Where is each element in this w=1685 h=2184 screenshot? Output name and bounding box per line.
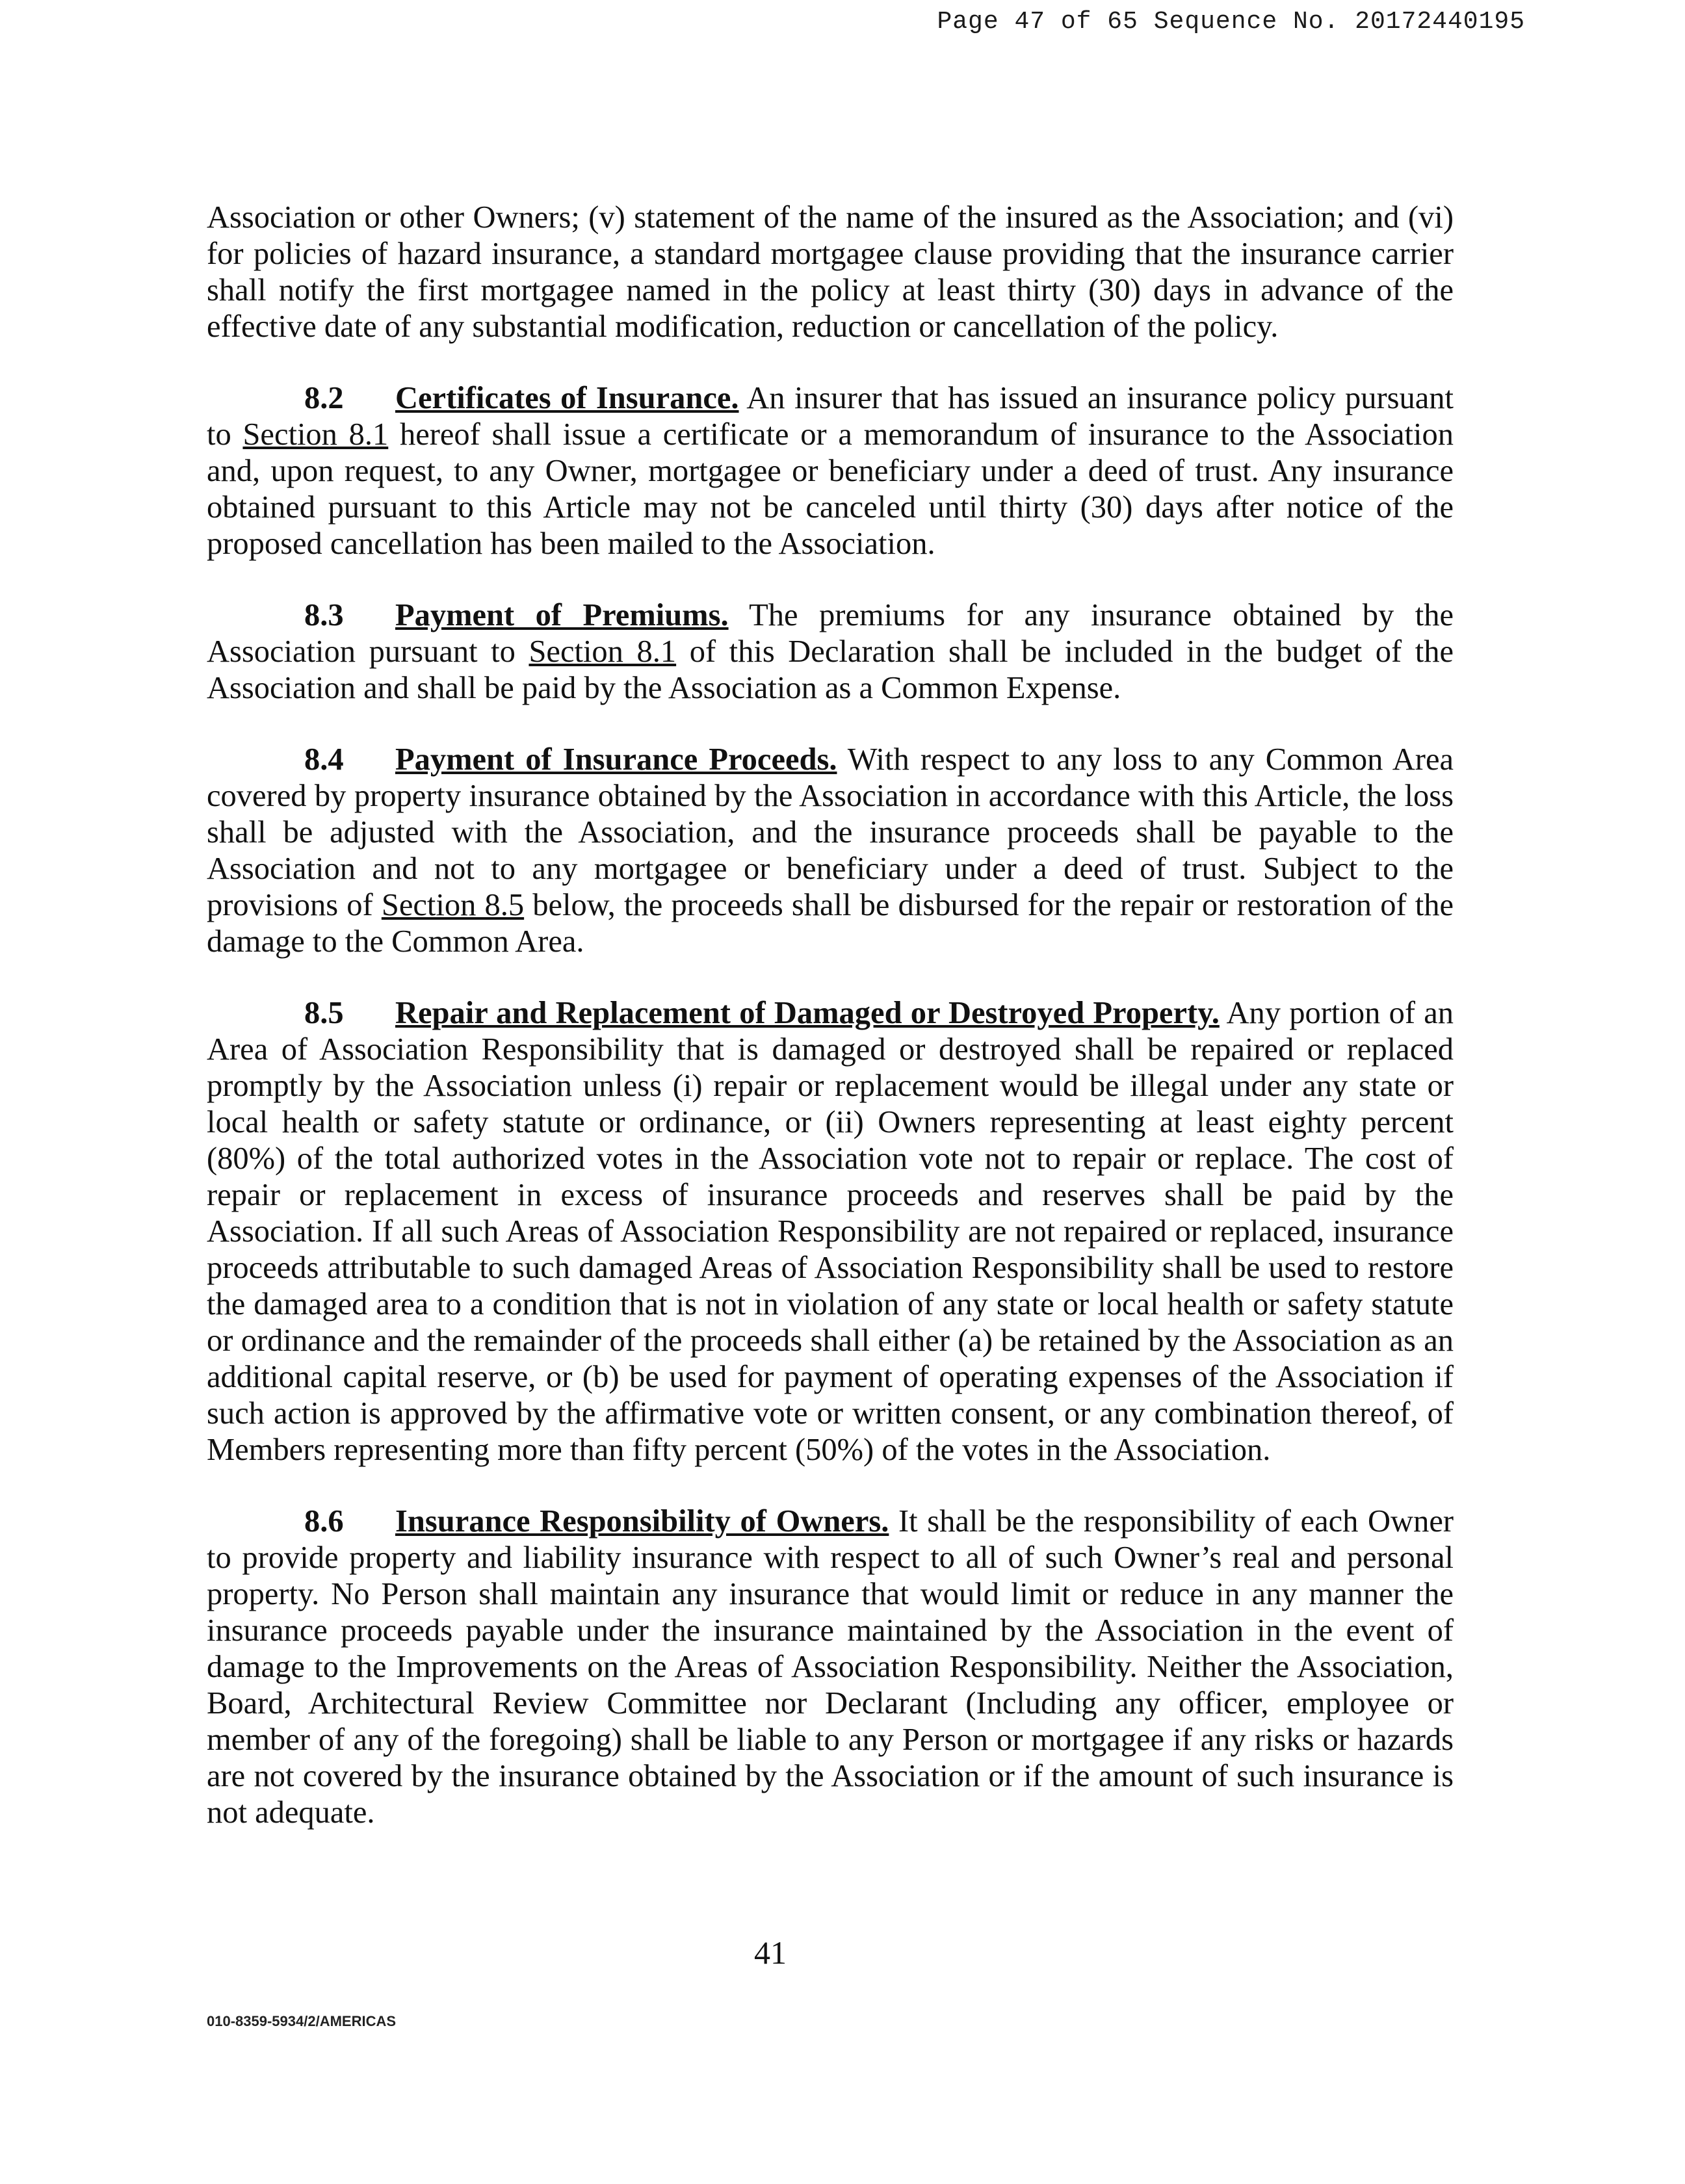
section-reference: Section 8.1 xyxy=(242,417,389,452)
page-number: 41 xyxy=(754,1934,787,1971)
section-text: With respect to any loss to any Common Area covered by property insurance obtained by the Association in accordance with this Article, the loss shall be adjusted with the Association, and the insurance proceeds shall be payable to the Association and not to any mortgagee or beneficiary under a deed of trust. Subject to the provisions of xyxy=(207,742,1454,922)
section-text: It shall be the responsibility of each Owner to provide property and liability insurance with respect to all of such Owner’s real and personal property. No Person shall maintain any insurance that would limit or reduce in any manner the insurance proceeds payable under the insurance maintained by the Association in the event of damage to the Improvements on the Areas of Association Responsibility. Neither the Association, Board, Architectural Review Committee nor Declarant (Including any officer, employee or member of any of the foregoing) shall be liable to any Person or mortgagee if any risks or hazards are not covered by the insurance obtained by the Association or if the amount of such insurance is not adequate. xyxy=(207,1504,1454,1830)
section-title: Insurance Responsibility of Owners. xyxy=(395,1504,889,1539)
section-text: The premiums for any insurance obtained by the Association pursuant to xyxy=(207,598,1454,669)
section-text: of this Declaration shall be included in the budget of the Association and shall be paid by the Association as a Common Expense. xyxy=(207,634,1454,705)
section-8-2 xyxy=(207,380,1454,562)
section-title: Payment of Insurance Proceeds. xyxy=(395,742,837,777)
section-number: 8.3 xyxy=(304,598,344,632)
section-reference: Section 8.5 xyxy=(381,888,525,922)
section-8-3 xyxy=(207,597,1454,707)
section-reference: Section 8.1 xyxy=(529,634,677,669)
section-text: Any portion of an Area of Association Responsibility that is damaged or destroyed shall be repaired or replaced promptly by the Association unless (i) repair or replacement would be illegal under any state or local health or safety statute or ordinance, or (ii) Owners representing at least eighty percent (80%) of the total authorized votes in the Association vote not to repair or replace. The cost of repair or replacement in excess of insurance proceeds and reserves shall be paid by the Association. If all such Areas of Association Responsibility are not repaired or replaced, insurance proceeds attributable to such damaged Areas of Association Responsibility shall be used to restore the damaged area to a condition that is not in violation of any state or local health or safety statute or ordinance and the remainder of the proceeds shall either (a) be retained by the Association as an additional capital reserve, or (b) be used for payment of operating expenses of the Association if such action is approved by the affirmative vote or written consent, or any combination thereof, of Members representing more than fifty percent (50%) of the votes in the Association. xyxy=(207,996,1454,1467)
section-8-5 xyxy=(207,995,1454,1468)
section-text: An insurer that has issued an insurance policy pursuant to xyxy=(207,381,1454,452)
section-number: 8.6 xyxy=(304,1504,344,1539)
section-8-6 xyxy=(207,1503,1454,1831)
section-number: 8.5 xyxy=(304,996,344,1030)
section-text: below, the proceeds shall be disbursed for the repair or restoration of the damage to the Common Area. xyxy=(207,888,1454,959)
intro-paragraph: Association or other Owners; (v) statement of the name of the insured as the Association; and (vi) for policies of hazard insurance, a standard mortgagee clause providing that the insurance carrier shall notify the first mortgagee named in the policy at least thirty (30) days in advance of the effective date of any substantial modification, reduction or cancellation of the policy. xyxy=(207,200,1454,344)
section-title: Payment of Premiums. xyxy=(395,598,729,632)
section-number: 8.2 xyxy=(304,381,344,415)
document-id: 010-8359-5934/2/AMERICAS xyxy=(207,2013,397,2029)
section-title: Certificates of Insurance. xyxy=(395,381,739,415)
section-title: Repair and Replacement of Damaged or Destroyed Property. xyxy=(395,996,1220,1030)
document-body xyxy=(207,200,1454,1866)
section-number: 8.4 xyxy=(304,742,344,777)
section-8-4 xyxy=(207,742,1454,960)
section-text: hereof shall issue a certificate or a memorandum of insurance to the Association and, upon request, to any Owner, mortgagee or beneficiary under a deed of trust. Any insurance obtained pursuant to this Article may not be canceled until thirty (30) days after notice of the proposed cancellation has been mailed to the Association. xyxy=(207,417,1454,561)
page-sequence-header: Page 47 of 65 Sequence No. 20172440195 xyxy=(937,8,1525,36)
